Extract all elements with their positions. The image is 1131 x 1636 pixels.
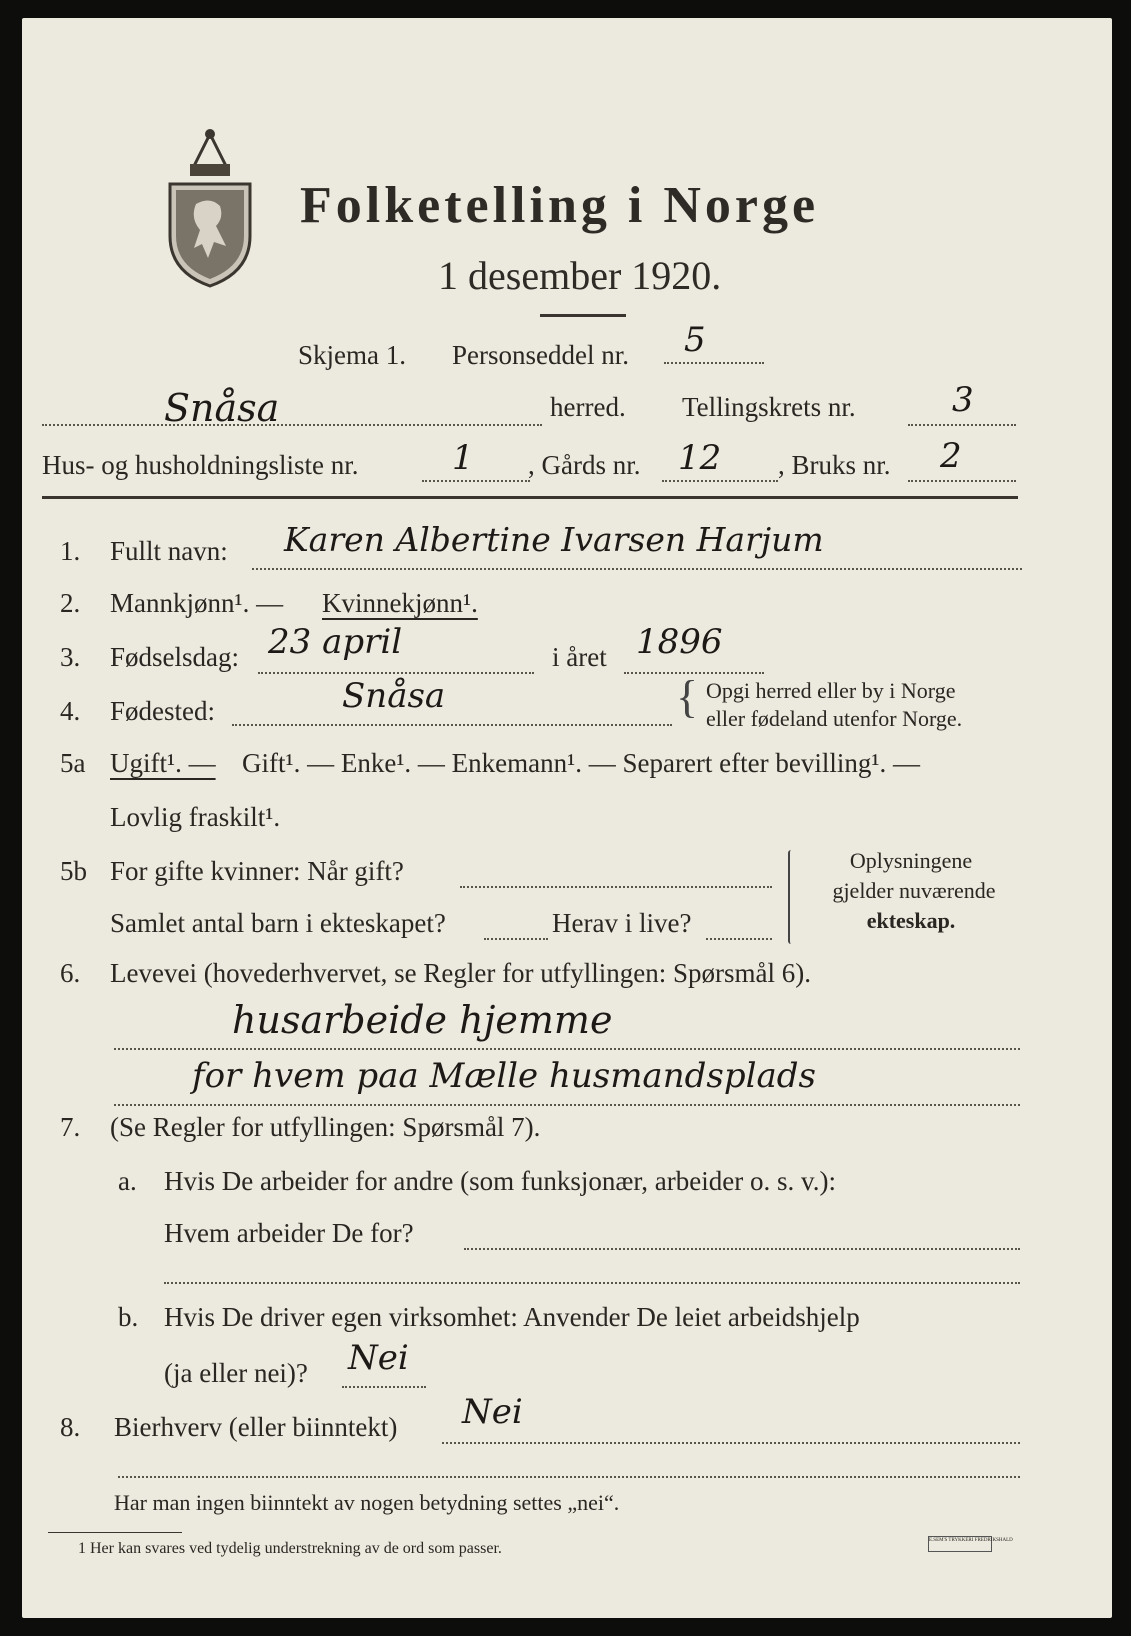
tellingskrets-value[interactable]: 3 xyxy=(952,380,974,420)
occupation-dots-1 xyxy=(114,1048,1020,1050)
employer-label: Hvem arbeider De for? xyxy=(164,1218,414,1248)
birthplace-brace: { xyxy=(676,671,699,722)
bruks-value[interactable]: 2 xyxy=(940,436,962,476)
q1-label: Fullt navn: xyxy=(110,536,228,566)
husliste-label: Hus- og husholdningsliste nr. xyxy=(42,450,359,480)
marriage-note-3: ekteskap. xyxy=(866,908,956,933)
occupation-dots-2 xyxy=(114,1104,1020,1106)
birthday-dots xyxy=(258,672,534,674)
q2-number: 2. xyxy=(60,588,81,618)
children-total-dots xyxy=(484,938,548,940)
footnote-rule xyxy=(48,1532,182,1533)
marital-ugift-option[interactable]: Ugift¹. — xyxy=(110,748,216,778)
personseddel-label: Personseddel nr. xyxy=(452,340,629,370)
title-divider xyxy=(540,314,626,317)
bruks-dots xyxy=(908,480,1016,482)
herred-label: herred. xyxy=(550,392,626,422)
married-when-dots xyxy=(460,886,772,888)
side-income-label: Bierhverv (eller biinntekt) xyxy=(114,1412,398,1442)
children-alive-label: Herav i live? xyxy=(552,908,692,938)
tellingskrets-dots xyxy=(908,424,1016,426)
coat-of-arms-icon xyxy=(164,126,256,288)
census-form-page xyxy=(22,18,1112,1618)
form-title: Folketelling i Norge xyxy=(300,177,820,234)
personseddel-value[interactable]: 5 xyxy=(684,320,706,360)
hired-help-label: (ja eller nei)? xyxy=(164,1358,308,1388)
hired-help-value[interactable]: Nei xyxy=(348,1338,409,1378)
tellingskrets-label: Tellingskrets nr. xyxy=(682,392,856,422)
census-date: 1 desember 1920. xyxy=(438,253,722,298)
herred-dots xyxy=(42,424,542,426)
children-alive-dots xyxy=(706,938,772,940)
q6-number: 6. xyxy=(60,958,81,988)
occupation-value-1[interactable]: husarbeide hjemme xyxy=(232,998,613,1042)
schema-label: Skjema 1. xyxy=(298,340,406,370)
occupation-value-2[interactable]: for hvem paa Mælle husmandsplads xyxy=(192,1056,816,1096)
birthplace-note-2: eller fødeland utenfor Norge. xyxy=(706,706,963,731)
employer-dots xyxy=(464,1248,1020,1250)
footnote: 1 Her kan svares ved tydelig understrekning av de ord som passer. xyxy=(78,1540,502,1557)
q1-number: 1. xyxy=(60,536,81,566)
gender-female-option[interactable]: Kvinnekjønn¹. xyxy=(322,588,478,618)
birthplace-label: Fødested: xyxy=(110,696,215,726)
birthplace-value[interactable]: Snåsa xyxy=(342,676,446,716)
gards-label: , Gårds nr. xyxy=(528,450,641,480)
side-income-dots xyxy=(442,1442,1020,1444)
birthplace-note-1: Opgi herred eller by i Norge xyxy=(706,678,956,703)
q5a-number: 5a xyxy=(60,748,86,778)
full-name-value[interactable]: Karen Albertine Ivarsen Harjum xyxy=(284,520,824,559)
q1-dots xyxy=(252,568,1022,570)
q4-number: 4. xyxy=(60,696,81,726)
husliste-value[interactable]: 1 xyxy=(452,438,474,478)
marital-divorced-option[interactable]: Lovlig fraskilt¹. xyxy=(110,802,281,832)
printer-stamp: E.SEM'S TRYKKERI FREDRIKSHALD xyxy=(928,1536,992,1552)
q5b-number: 5b xyxy=(60,856,87,886)
marriage-note-bracket xyxy=(788,850,794,944)
children-total-label: Samlet antal barn i ekteskapet? xyxy=(110,908,446,938)
birthplace-dots xyxy=(232,724,672,726)
birthday-label: Fødselsdag: xyxy=(110,642,240,672)
marriage-note-1: Oplysningene xyxy=(849,848,973,873)
herred-value[interactable]: Snåsa xyxy=(164,386,280,430)
marital-options[interactable]: Gift¹. — Enke¹. — Enkemann¹. — Separert efter bevilling¹. — xyxy=(242,748,920,778)
side-income-dots-2 xyxy=(118,1476,1020,1478)
header-rule xyxy=(42,496,1018,499)
birthday-value[interactable]: 23 april xyxy=(268,622,403,662)
q7a-label: Hvis De arbeider for andre (som funksjonær, arbeider o. s. v.): xyxy=(164,1166,836,1196)
marriage-note-2: gjelder nuværende xyxy=(832,878,996,903)
q7b-label: Hvis De driver egen virksomhet: Anvender De leiet arbeidshjelp xyxy=(164,1302,860,1332)
side-income-value[interactable]: Nei xyxy=(462,1392,523,1432)
q7b-number: b. xyxy=(118,1302,139,1332)
husliste-dots xyxy=(422,480,530,482)
bruks-label: , Bruks nr. xyxy=(778,450,891,480)
q7a-number: a. xyxy=(118,1166,137,1196)
q7-label: (Se Regler for utfyllingen: Spørsmål 7). xyxy=(110,1112,541,1142)
married-when-label: For gifte kvinner: Når gift? xyxy=(110,856,404,886)
employer-dots-2 xyxy=(164,1282,1020,1284)
gards-dots xyxy=(662,480,778,482)
footer-note: Har man ingen biinntekt av nogen betydning settes „nei“. xyxy=(114,1490,620,1515)
hired-help-dots xyxy=(342,1386,426,1388)
occupation-label: Levevei (hovederhvervet, se Regler for utfyllingen: Spørsmål 6). xyxy=(110,958,812,988)
personseddel-dots xyxy=(664,362,764,364)
gender-male-option[interactable]: Mannkjønn¹. — xyxy=(110,588,284,618)
gards-value[interactable]: 12 xyxy=(678,438,722,478)
q3-number: 3. xyxy=(60,642,81,672)
q8-number: 8. xyxy=(60,1412,81,1442)
q7-number: 7. xyxy=(60,1112,81,1142)
birth-year-label: i året xyxy=(552,642,607,672)
birth-year-value[interactable]: 1896 xyxy=(636,622,723,662)
